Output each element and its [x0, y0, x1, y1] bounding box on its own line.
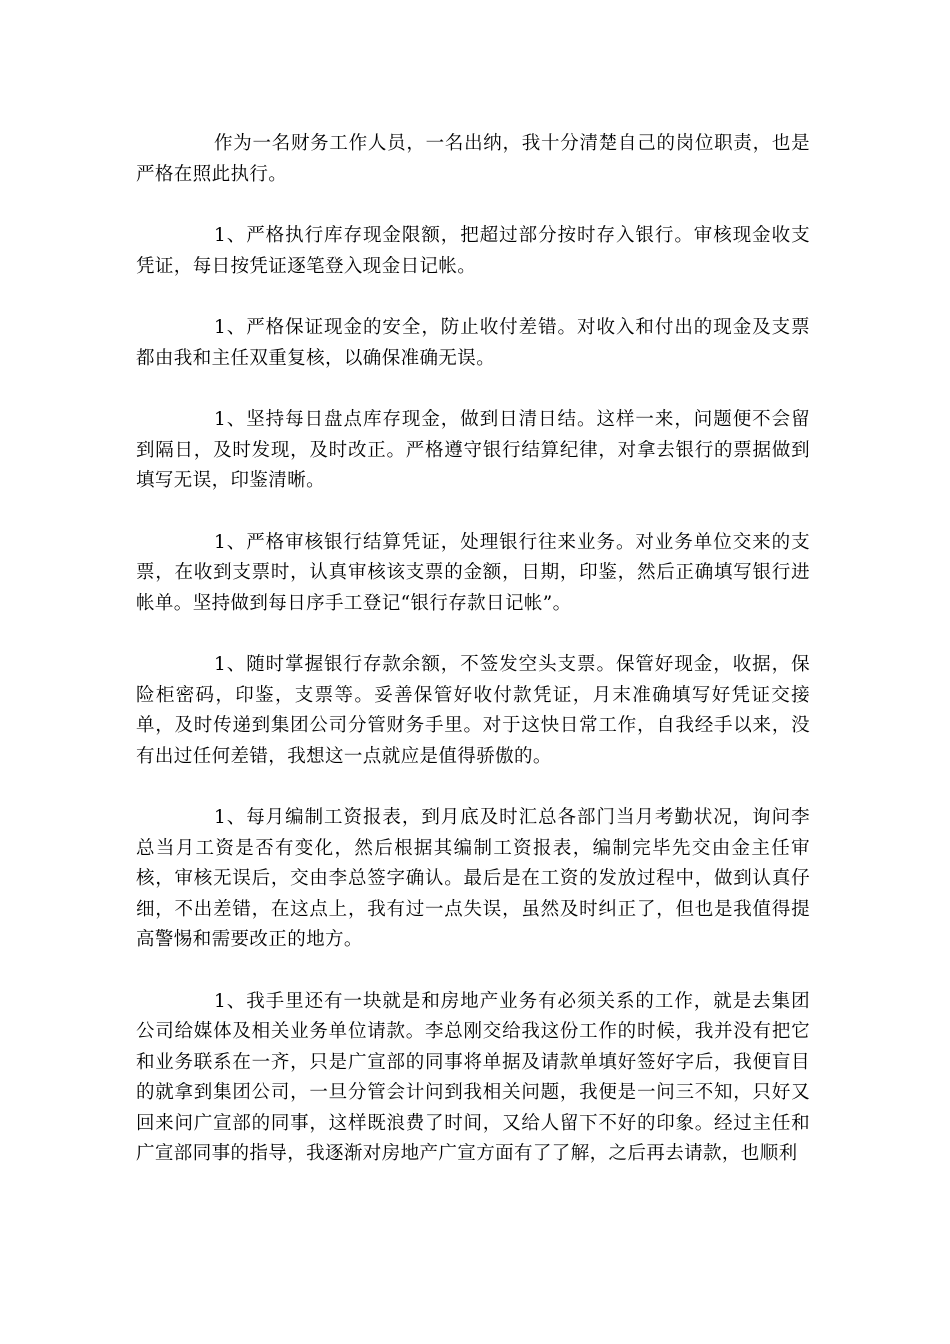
paragraph-daily-count: 1、坚持每日盘点库存现金，做到日清日结。这样一来，问题便不会留到隔日，及时发现，及时改正。严格遵守银行结算纪律，对拿去银行的票据做到填写无误，印鉴清晰。: [136, 409, 810, 491]
paragraph-cash-safety: 1、严格保证现金的安全，防止收付差错。对收入和付出的现金及支票都由我和主任双重复核，以确保准确无误。: [136, 317, 810, 369]
paragraph-bank-vouchers: 1、严格审核银行结算凭证，处理银行往来业务。对业务单位交来的支票，在收到支票时，认真审核该支票的金额，日期，印鉴，然后正确填写银行进帐单。坚持做到每日序手工登记“银行存款日记帐”。: [136, 531, 810, 614]
document-body: [136, 129, 810, 1201]
paragraph-payroll: 1、每月编制工资报表，到月底及时汇总各部门当月考勤状况，询问李总当月工资是否有变化，然后根据其编制工资报表，编制完毕先交由金主任审核，审核无误后，交由李总签字确认。最后是在工资的发放过程中，做到认真仔细，不出差错，在这点上，我有过一点失误，虽然及时纠正了，但也是我值得提高警惕和需要改正的地方。: [136, 807, 810, 950]
paragraph-cash-limit: 1、严格执行库存现金限额，把超过部分按时存入银行。审核现金收支凭证，每日按凭证逐笔登入现金日记帐。: [136, 225, 810, 277]
paragraph-payment-requests: 1、我手里还有一块就是和房地产业务有必须关系的工作，就是去集团公司给媒体及相关业务单位请款。李总刚交给我这份工作的时候，我并没有把它和业务联系在一齐，只是广宣部的同事将单据及请款单填好签好字后，我便盲目的就拿到集团公司，一旦分管会计问到我相关问题，我便是一问三不知，只好又回来问广宣部的同事，这样既浪费了时间，又给人留下不好的印象。经过主任和广宣部同事的指导，我逐渐对房地产广宣方面有了了解，之后再去请款，也顺利: [136, 990, 810, 1164]
paragraph-bank-balance: 1、随时掌握银行存款余额，不签发空头支票。保管好现金，收据，保险柜密码，印鉴，支票等。妥善保管好收付款凭证，月末准确填写好凭证交接单，及时传递到集团公司分管财务手里。对于这快日常工作，自我经手以来，没有出过任何差错，我想这一点就应是值得骄傲的。: [136, 654, 810, 767]
paragraph-intro: 作为一名财务工作人员，一名出纳，我十分清楚自己的岗位职责，也是严格在照此执行。: [136, 133, 810, 185]
